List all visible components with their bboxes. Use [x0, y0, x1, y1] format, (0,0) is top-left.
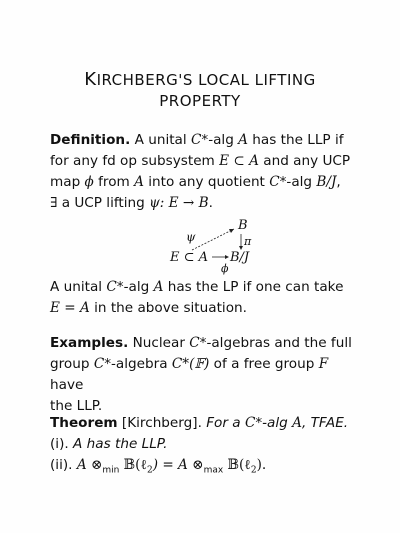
definition-heading: Definition.: [50, 132, 131, 148]
text: a UCP lifting: [57, 195, 150, 211]
text: max: [203, 465, 224, 476]
text: have: [50, 377, 84, 393]
text: has the LP if one can take: [163, 279, 344, 295]
diagram-label-pi: π: [244, 235, 252, 248]
text: *-alg: [201, 132, 239, 148]
math: C: [269, 174, 280, 190]
diagram-label-psi: ψ: [186, 230, 196, 244]
text: into any quotient: [143, 174, 270, 190]
text: min: [102, 465, 120, 476]
math: ⊂: [229, 153, 250, 169]
title-rest: IRCHBERG'S LOCAL LIFTING: [96, 71, 316, 89]
title-initial: K: [84, 69, 97, 90]
map-arrowhead: [225, 255, 229, 259]
definition-line2: [50, 151, 360, 172]
math: B/J: [316, 174, 337, 190]
text: *-algebras and the full: [199, 335, 352, 351]
definition-line3: [50, 172, 360, 193]
math: C: [106, 279, 117, 295]
text: the LLP.: [50, 398, 103, 414]
math: A: [249, 153, 259, 169]
diagram-node-B-over-J: B/J: [230, 250, 250, 265]
definition-line4: [50, 193, 360, 214]
math: A ⊗: [76, 457, 103, 473]
theorem-item-ii: [50, 455, 360, 482]
math: A: [292, 415, 302, 431]
text: has the LLP if: [247, 132, 344, 148]
theorem-block: [50, 413, 360, 482]
math: E = A: [50, 300, 90, 316]
math: C*(𝔽): [171, 356, 210, 372]
theorem-citation: [Kirchberg].: [117, 415, 207, 431]
examples-heading: Examples.: [50, 335, 129, 351]
math: F: [318, 356, 329, 372]
theorem-heading: Theorem: [50, 415, 118, 431]
examples-line1: [50, 333, 360, 354]
math: ∃: [50, 195, 58, 211]
text: *-alg: [255, 415, 293, 431]
diagram-label-phi: ϕ: [221, 262, 229, 275]
slide-title-line2: PROPERTY: [159, 92, 241, 110]
theorem-line1: [50, 413, 360, 434]
text: For a: [206, 415, 245, 431]
slide-title-line1: [0, 71, 400, 89]
text: *-algebra: [104, 356, 172, 372]
text: A has the LLP.: [73, 436, 168, 452]
diagram-arrows: [168, 218, 308, 278]
definition-block: [50, 130, 360, 214]
math: 2: [146, 465, 153, 476]
text: map: [50, 174, 85, 190]
lp-line1: [50, 277, 360, 298]
text: *-alg: [279, 174, 317, 190]
text: (i).: [50, 436, 74, 452]
text: A unital: [50, 279, 107, 295]
text: .: [208, 195, 213, 211]
math: C: [190, 132, 202, 148]
math: 2: [250, 465, 257, 476]
text: *-alg: [116, 279, 154, 295]
diagram-node-E-subset-A: E ⊂ A: [170, 250, 209, 265]
text: group: [50, 356, 94, 372]
math: 𝔹(ℓ: [223, 457, 251, 473]
text: of a free group: [209, 356, 319, 372]
math: 𝔹(ℓ: [119, 457, 147, 473]
lifting-diagram: [168, 218, 308, 278]
text: (ii).: [50, 457, 77, 473]
diagram-node-B: B: [238, 218, 248, 233]
math: A: [238, 132, 248, 148]
lift-arrow-psi: [192, 229, 234, 250]
text: A unital: [130, 132, 191, 148]
examples-line2: [50, 354, 360, 396]
lp-block: [50, 277, 360, 319]
theorem-item-i: [50, 434, 360, 455]
math: ) = A ⊗: [152, 457, 204, 473]
math: E: [219, 153, 230, 169]
text: , TFAE.: [301, 415, 349, 431]
math: A: [153, 279, 164, 295]
definition-line1: [50, 130, 360, 151]
math: C: [189, 335, 200, 351]
math: C: [93, 356, 105, 372]
math: ψ: E → B: [149, 195, 209, 211]
text: ,: [336, 174, 341, 190]
text: Nuclear: [128, 335, 190, 351]
quotient-arrowhead: [239, 246, 243, 250]
lp-line2: [50, 298, 360, 319]
examples-block: [50, 333, 360, 417]
text: and any UCP: [258, 153, 351, 169]
text: for any fd op subsystem: [50, 153, 220, 169]
math: ϕ: [84, 174, 94, 190]
math: A: [134, 174, 144, 190]
math: ).: [256, 457, 267, 473]
text: in the above situation.: [89, 300, 247, 316]
math: C: [244, 415, 256, 431]
text: from: [93, 174, 135, 190]
